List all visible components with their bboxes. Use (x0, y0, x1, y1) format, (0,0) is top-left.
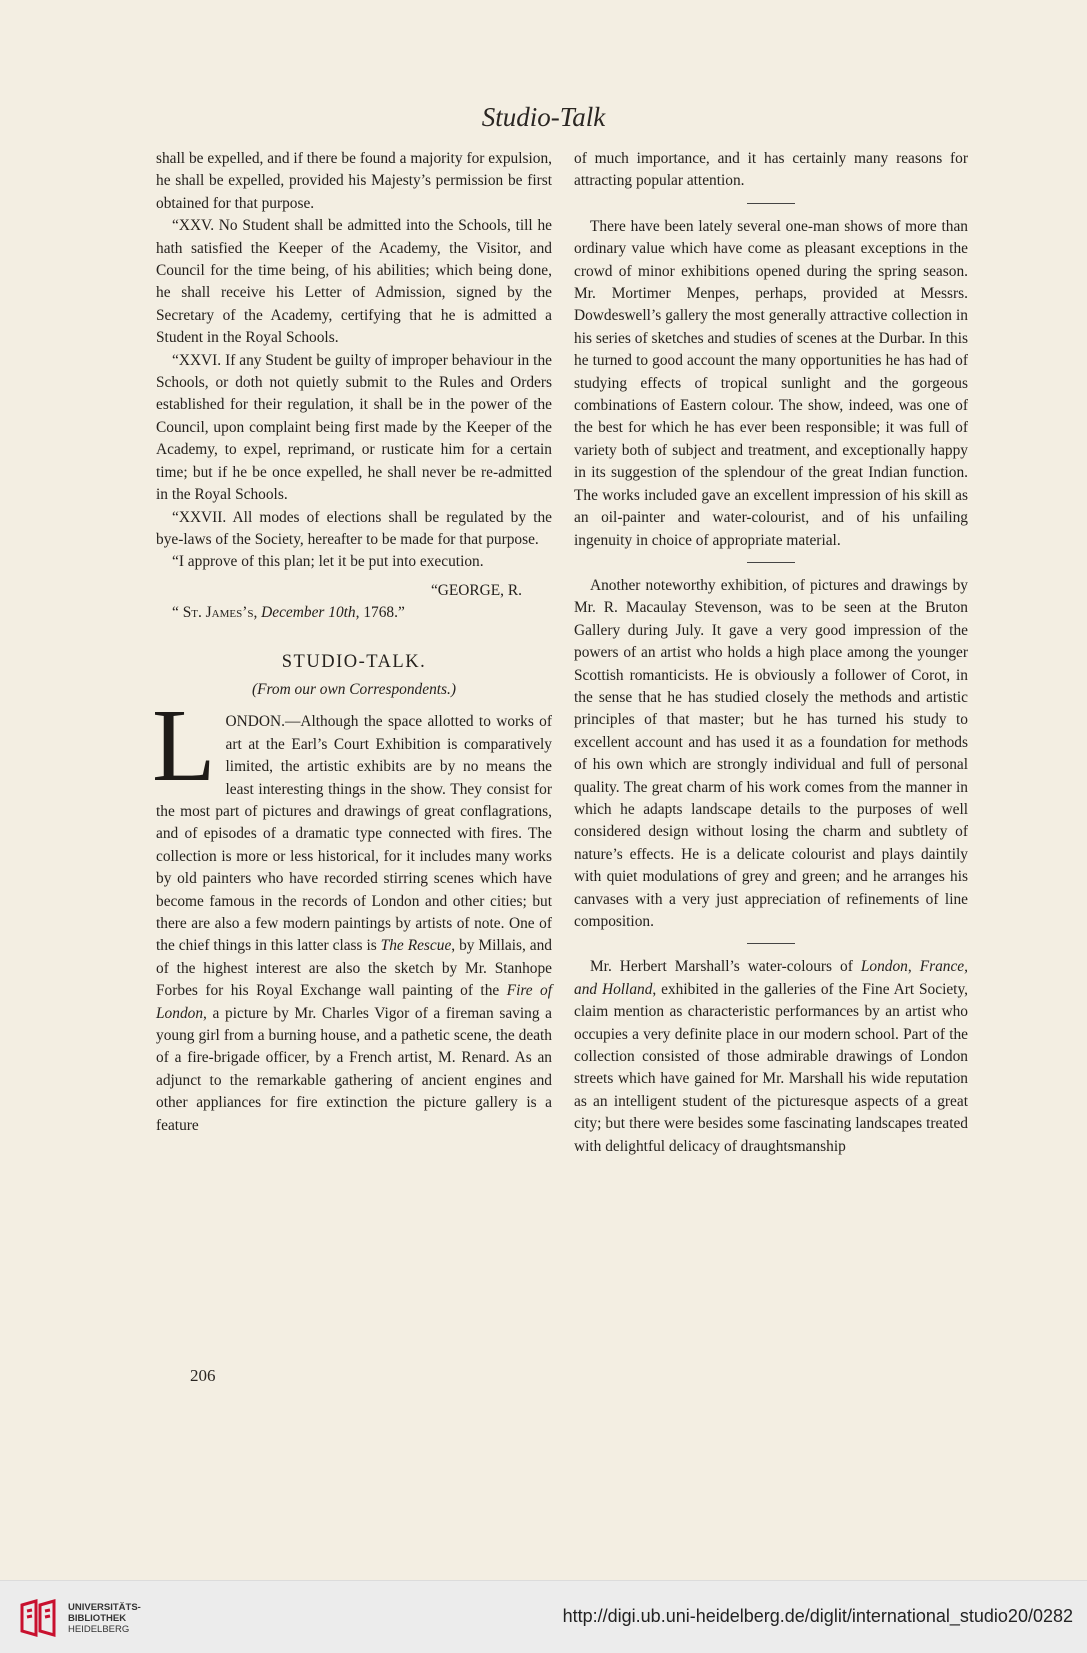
library-name: UNIVERSITÄTS- BIBLIOTHEK HEIDELBERG (68, 1602, 141, 1635)
drop-cap: L (152, 688, 216, 804)
footer-bar (0, 1580, 1087, 1653)
paragraph: There have been lately several one-man shows of more than ordinary value which have come as pleasant exceptions in the crowd of minor exhibitions opened during the spring season. Mr. Mortimer Menpes, perhaps, provided at Messrs. Dowdeswell’s gallery the most generally attractive collection in his series of sketches and studies of scenes at the Durbar. In this he turned to good account the many opportunities he has had of studying effects of tropical sunlight and the gorgeous combinations of Eastern colour. The show, indeed, was one of the best for which he has ever been responsible; it was full of variety both of subject and treatment, and exceptionally happy in its suggestion of the splendour of the great Indian function. The works included gave an excellent impression of his skill as an oil-painter and water-colourist, and of his unfailing ingenuity in choice of appropriate material. (574, 217, 968, 549)
section-subtitle: (From our own Correspondents.) (251, 680, 457, 698)
paragraph: “I approve of this plan; let it be put into execution. (172, 553, 484, 571)
right-column (574, 148, 968, 1158)
section-divider (747, 203, 795, 204)
section-divider (747, 562, 795, 563)
section-divider (747, 943, 795, 944)
left-column (152, 148, 552, 1137)
page-number: 206 (190, 1366, 216, 1385)
running-header: Studio-Talk (481, 102, 606, 132)
section-title: STUDIO-TALK. (281, 651, 427, 672)
paragraph: Mr. Herbert Marshall’s water-colours of London, France, and Holland, exhibited in the galleries of the Fine Art Society, claim mention as characteristic performances by an artist who occupies a very definite place in our modern school. Part of the collection consisted of those admirable drawings of London streets which have gained for Mr. Marshall his wide reputation as an intelligent student of the picturesque aspects of a great city; but there were besides some fascinating landscapes treated with delightful delicacy of draughtsmanship (574, 958, 968, 1155)
paragraph: “XXV. No Student shall be admitted into the Schools, till he hath satisfied the Keeper of the Academy, the Visitor, and Council for the time being, of his abilities; which being done, he shall receive his Letter of Admission, signed by the Secretary of the Academy, certifying that he is admitted a Student in the Royal Schools. (156, 217, 552, 347)
source-url-link[interactable]: http://digi.ub.uni-heidelberg.de/diglit/international_studio20/0282 (562, 1606, 1073, 1626)
paragraph: of much importance, and it has certainly many reasons for attracting popular attention. (574, 150, 968, 190)
paragraph: shall be expelled, and if there be found a majority for expulsion, he shall be expelled, provided his Majesty’s permission be first obtained for that purpose. (156, 150, 552, 212)
library-logo-icon (18, 1597, 60, 1639)
paragraph: Another noteworthy exhibition, of pictures and drawings by Mr. R. Macaulay Stevenson, was to be seen at the Bruton Gallery during July. It gave a very good impression of the powers of an artist who holds a high place among the younger Scottish romanticists. He is obviously a follower of Corot, in the sense that he has studied closely the methods and artistic principles of that master; but he has turned his study to excellent account and has used it as a foundation for methods of his own which are strongly individual and full of personal quality. The great charm of his work comes from the manner in which he adapts landscape details to the purposes of well considered design without losing the charm and subtlety of nature’s effects. He is a delicate colourist and plays daintily with quiet modulations of grey and green; and he arranges his canvases with a very just appreciation of refinements of line composition. (574, 576, 968, 930)
paragraph: “XXVII. All modes of elections shall be regulated by the bye-laws of the Society, hereafter to be made for that purpose. (156, 508, 552, 548)
paragraph: “XXVI. If any Student be guilty of improper behaviour in the Schools, or doth not quietly submit to the Rules and Orders established for their regulation, it shall be in the power of the Council, upon complaint being first made by the Keeper of the Academy, to expel, reprimand, or rusticate him for a certain time; but if he be once expelled, he shall never be re-admitted in the Royal Schools. (156, 351, 552, 504)
dateline: “ St. James’s, December 10th, 1768.” (172, 604, 405, 622)
signature: “GEORGE, R. (430, 581, 522, 599)
london-paragraph: LONDON.—Although the space allotted to works of art at the Earl’s Court Exhibition is comparatively limited, the artistic exhibits are by no means the least interesting things in the show. They consist for the most part of pictures and drawings of great conflagrations, and of episodes of a dramatic type connected with fires. The collection is more or less historical, for it includes many works by old painters who have recorded stirring scenes which have become famous in the records of London and other cities; but there are also a few modern paintings by artists of note. One of the chief things in this latter class is The Rescue, by Millais, and of the highest interest are also the sketch by Mr. Stanhope Forbes for his Royal Exchange wall painting of the Fire of London, a picture by Mr. Charles Vigor of a fireman saving a young girl from a burning house, and a pathetic scene, the death of a fire-brigade officer, by a French artist, M. Renard. As an adjunct to the remarkable gathering of ancient engines and other appliances for fire extinction the picture gallery is a feature (152, 688, 552, 1134)
